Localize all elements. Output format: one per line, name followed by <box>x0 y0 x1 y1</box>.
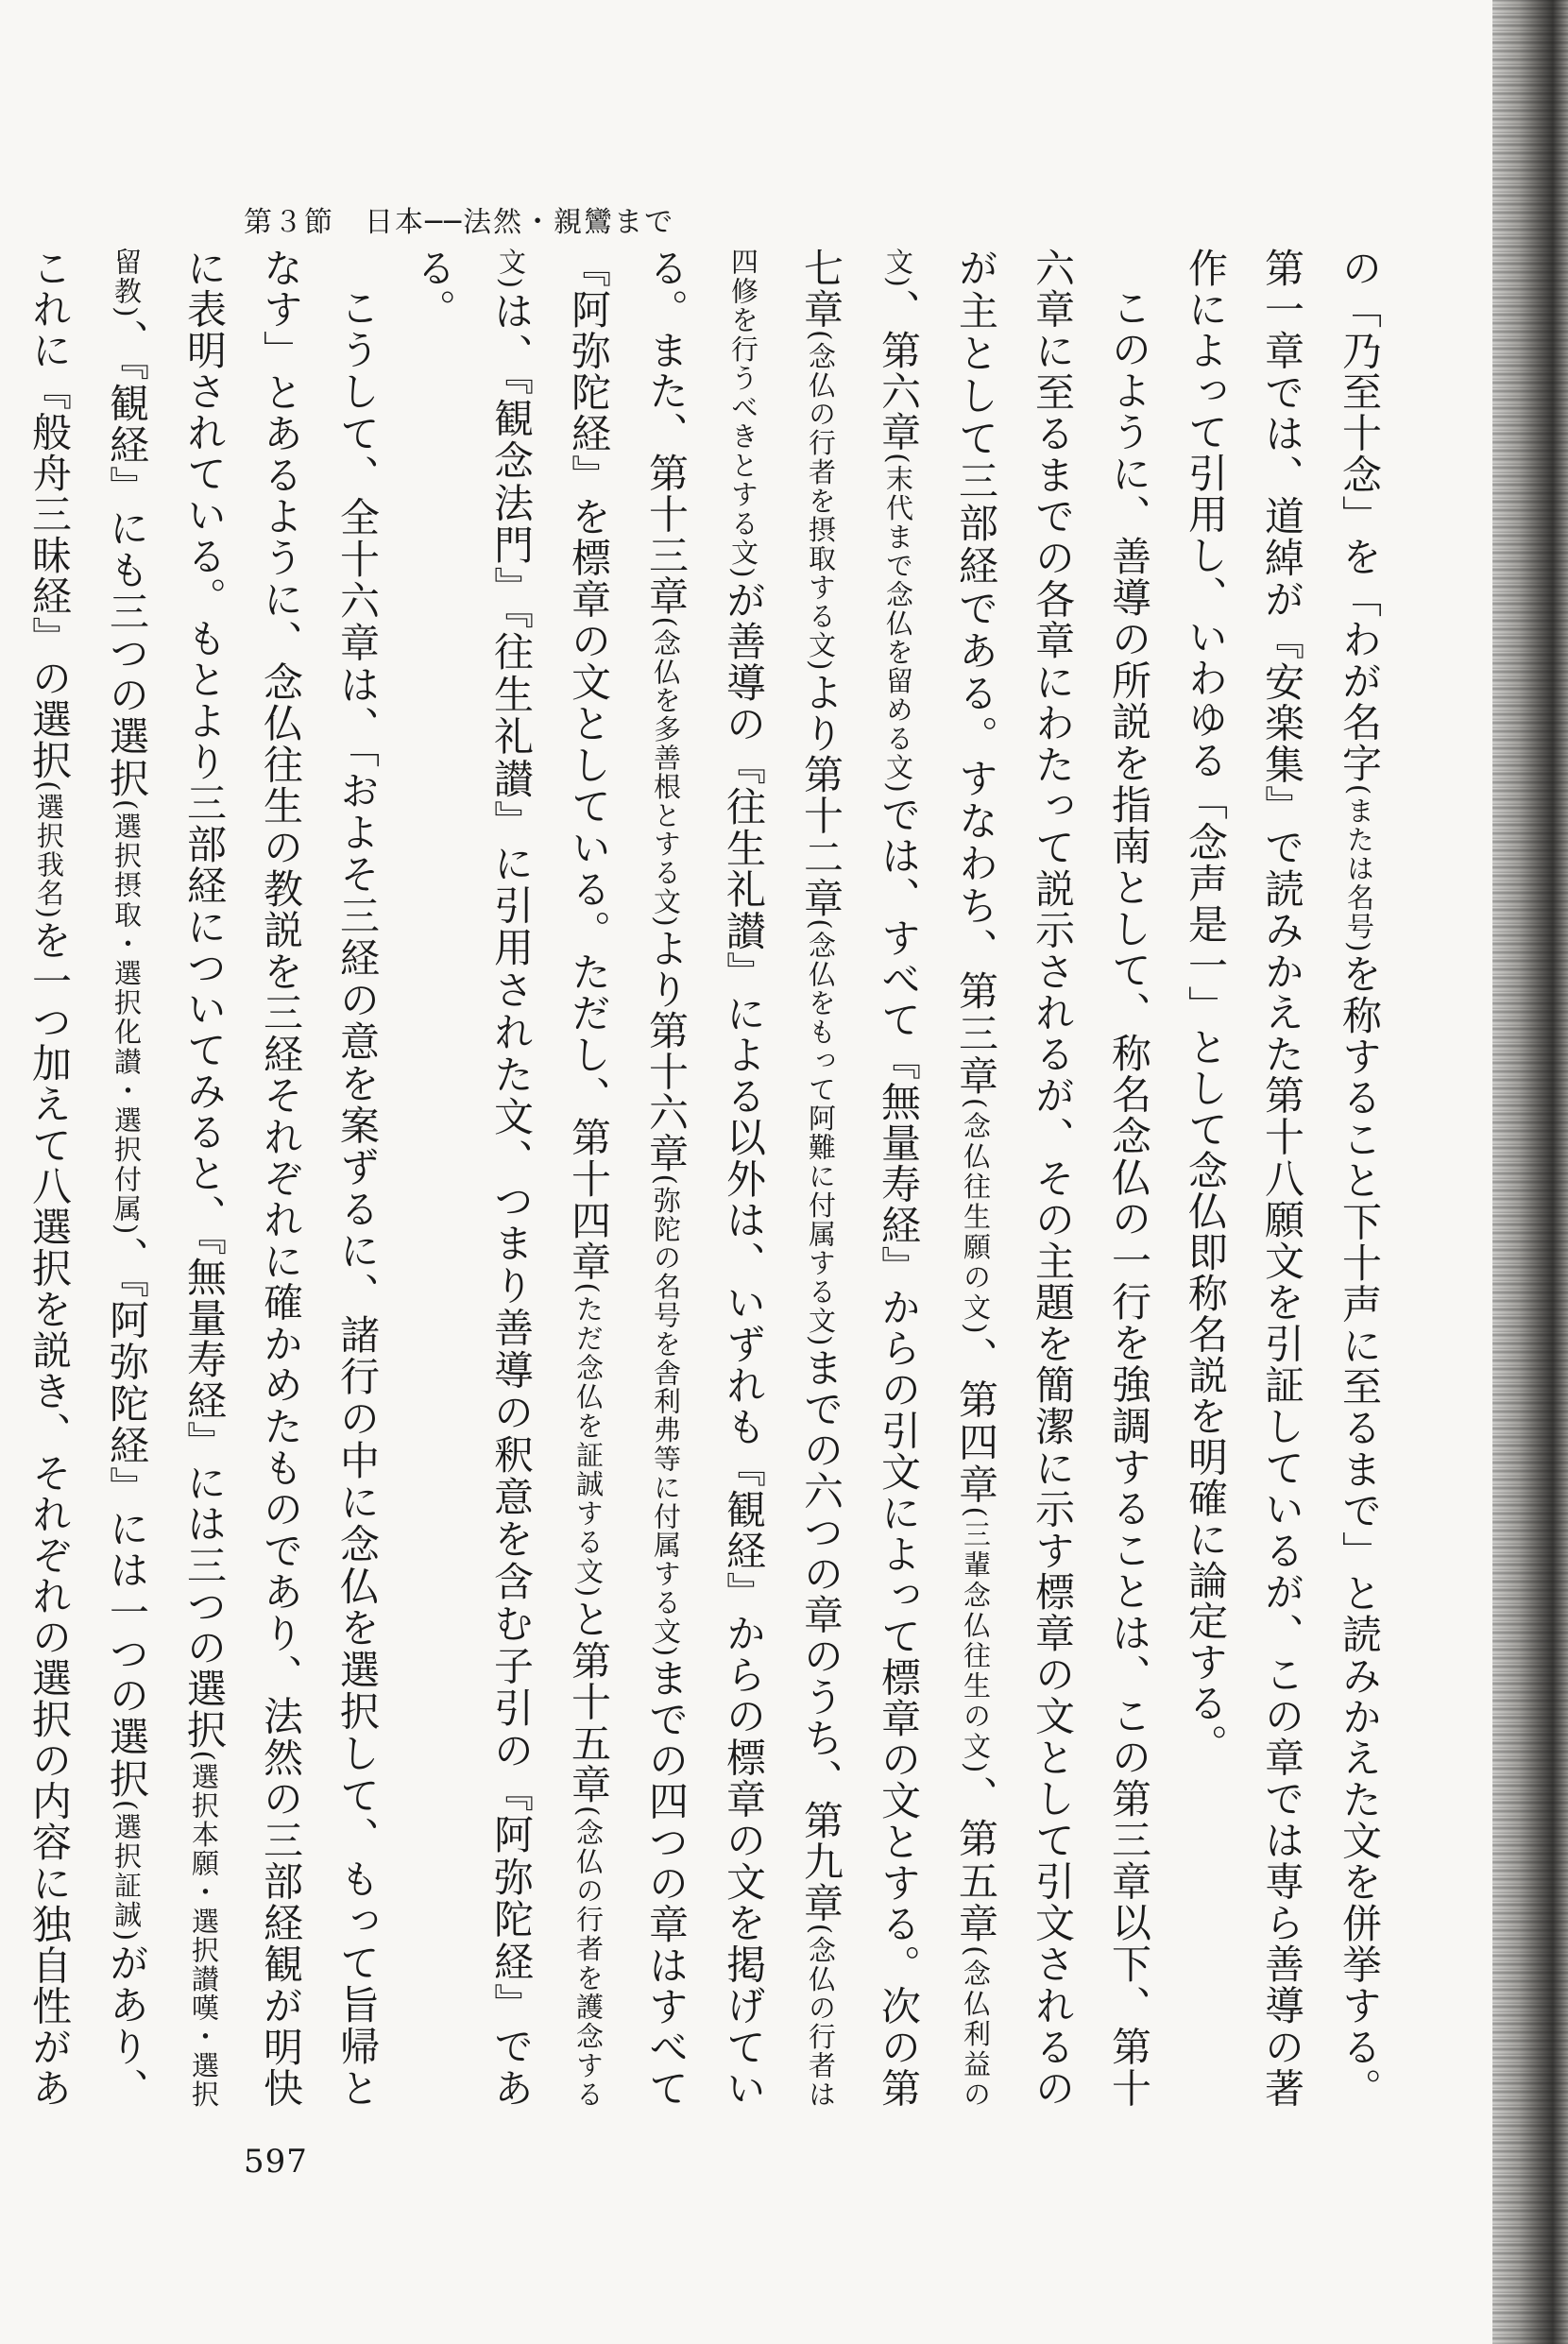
text-run: より第十二章 <box>798 671 844 919</box>
body-text <box>26 248 1398 2110</box>
text-run: までの四つの章はすべて『阿弥陀経』を標章の文としている。ただし、第十四章 <box>566 248 690 2110</box>
annotation-note: (選択本願・選択讃嘆・選択留教) <box>111 248 220 2109</box>
text-run: は、『観念法門』『往生礼讃』に引用された文、つまり善導の釈意を含む子引の『阿弥陀経』である。 <box>411 248 535 2109</box>
annotation-note: (念仏を多善根とする文) <box>650 616 682 929</box>
text-run: 、『観経』にも三つの選択 <box>104 317 150 799</box>
text-run: 、第五章 <box>953 1773 999 1946</box>
text-run: を一つ加えて八選択を説き、それぞれの選択の内容に独自性があ <box>26 919 73 2109</box>
text-run: 、『阿弥陀経』には一つの選択 <box>104 1235 150 1800</box>
text-run: があり、これに『般舟三昧経』の選択 <box>26 248 150 2109</box>
text-run: までの六つの章のうち、第九章 <box>798 1346 844 1924</box>
binding-shadow <box>1492 0 1568 2344</box>
annotation-note: (念仏往生願の文) <box>960 1098 992 1336</box>
paragraph-2 <box>396 248 1167 2109</box>
text-run: と第十五章 <box>566 1598 612 1806</box>
annotation-note: (弥陀の名号を舎利弗等に付属する文) <box>650 1173 682 1658</box>
text-run: 、第四章 <box>953 1335 999 1507</box>
annotation-note: (念仏をもって阿難に付属する文) <box>805 918 837 1347</box>
annotation-note: (選択我名) <box>33 780 65 920</box>
text-run: このように、善導の所説を指南として、称名念仏の一行を強調することは、この第三章以下、第十六章に至るまでの各章にわたって説示されるが、その主題を簡潔に示す標章の文として引文されるのが主として三部経である。すなわち、第三章 <box>953 248 1152 2109</box>
paragraph-1 <box>1167 248 1398 2109</box>
text-run: が善導の『往生礼讃』による以外は、いずれも『観経』からの標章の文を掲げている。また、第十三章 <box>643 248 767 2109</box>
page-number: 597 <box>244 2143 308 2181</box>
paragraph-3 <box>0 248 396 2109</box>
text-run: より第十六章 <box>643 928 690 1174</box>
annotation-note: (三輩念仏往生の文) <box>960 1506 992 1774</box>
text-run: を称すること下十声に至るまで」と読みかえた文を併挙する。第一章では、道綽が『安楽集』で読みかえた第十八願文を引証しているが、この章では専ら善導の著作によって引用し、いわゆる「念声是一」として念仏即称名説を明確に論定する。 <box>1183 248 1383 2110</box>
text-run: の「乃至十念」を「わが名字 <box>1337 248 1383 784</box>
annotation-note: (念仏の行者は四修を行うべきとする文) <box>727 248 837 2109</box>
text-run: 、第六章 <box>876 288 922 453</box>
annotation-note: (選択証誠) <box>111 1799 143 1942</box>
annotation-note: (ただ念仏を証誠する文) <box>572 1282 605 1599</box>
annotation-note: (または名号) <box>1343 783 1375 953</box>
text-run: では、すべて『無量寿経』からの引文によって標章の文とする。次の第七章 <box>798 248 922 2109</box>
running-header: 第３節 日本──法然・親鸞まで <box>244 206 675 239</box>
annotation-note: (念仏の行者を護念する文) <box>495 248 605 2110</box>
annotation-note: (末代まで念仏を留める文) <box>882 453 914 795</box>
text-run: こうして、全十六章は、「およそ三経の意を案ずるに、諸行の中に念仏を選択して、もって旨帰となす」とあるように、念仏往生の教説を三経それぞれに確かめたものであり、法然の三部経観が明快に表明されている。もとより三部経についてみると、『無量寿経』には三つの選択 <box>181 248 381 2109</box>
annotation-note: (選択摂取・選択化讃・選択付属) <box>111 798 143 1236</box>
annotation-note: (念仏の行者を摂取する文) <box>805 330 837 672</box>
annotation-note: (念仏利益の文) <box>882 248 992 2109</box>
